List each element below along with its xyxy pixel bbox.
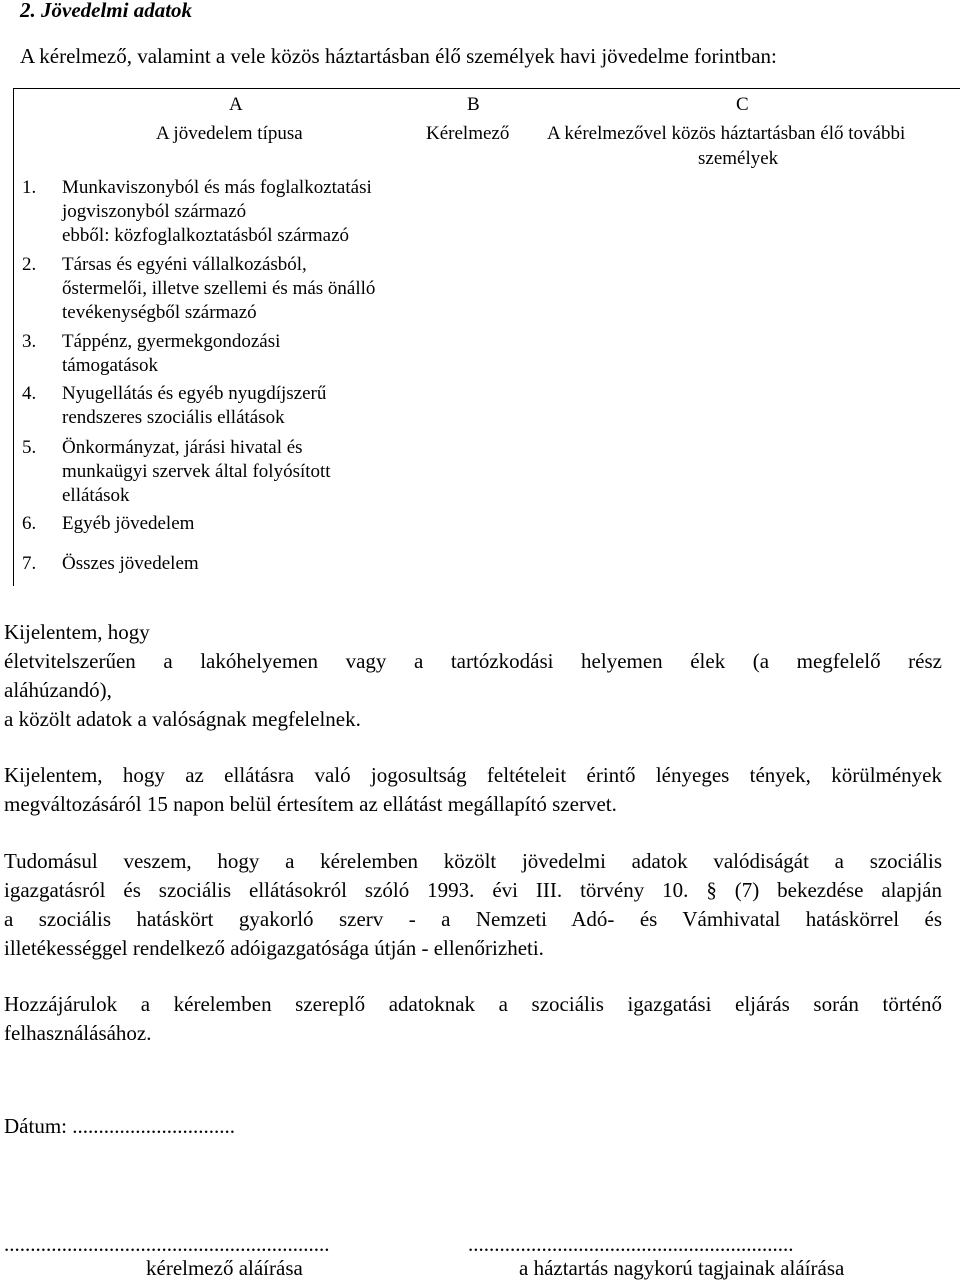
section-title: 2. Jövedelmi adatok <box>20 0 193 22</box>
row-number: 4. <box>22 383 37 404</box>
col-header-household: A kérelmezővel közös háztartásban élő további <box>547 123 906 144</box>
col-header-income-type: A jövedelem típusa <box>156 123 303 144</box>
row-number: 7. <box>22 553 37 574</box>
row-number: 2. <box>22 254 37 275</box>
table-row-sick-pay: Táppénz, gyermekgondozási támogatások <box>62 331 281 376</box>
signature-line-applicant[interactable]: .............................................................. <box>4 1232 330 1256</box>
signature-line-household[interactable]: .............................................................. <box>468 1232 794 1256</box>
date-field[interactable]: Dátum: ............................... <box>4 1114 235 1138</box>
row-number: 3. <box>22 331 37 352</box>
row-number: 1. <box>22 177 37 198</box>
table-row-total-income: Összes jövedelem <box>62 553 199 574</box>
col-letter-b: B <box>467 94 480 115</box>
col-letter-a: A <box>229 94 243 115</box>
col-letter-c: C <box>736 94 749 115</box>
table-row-pension: Nyugellátás és egyéb nyugdíjszerű rendszeres szociális ellátások <box>62 383 327 428</box>
declaration-residence: Kijelentem, hogy életvitelszerűen a lakóhelyemen vagy a tartózkodási helyemen élek (a megfelelő rész aláhúzandó), a közölt adatok a valóságnak megfelelnek. <box>4 620 942 731</box>
declaration-consent: Hozzájárulok a kérelemben szereplő adatoknak a szociális igazgatási eljárás során történő felhasználásához. <box>4 992 942 1045</box>
table-row-other-income: Egyéb jövedelem <box>62 513 195 534</box>
table-row-enterprise: Társas és egyéni vállalkozásból, őstermelői, illetve szellemi és más önálló tevékenységből származó <box>62 254 376 323</box>
col-header-household-cont: személyek <box>698 148 779 169</box>
row-number: 5. <box>22 437 37 458</box>
table-row-employment: Munkaviszonyból és más foglalkoztatási jogviszonyból származó ebből: közfoglalkoztatásból származó <box>62 177 372 246</box>
col-header-applicant: Kérelmező <box>426 123 510 144</box>
declaration-change-notice: Kijelentem, hogy az ellátásra való jogosultság feltételeit érintő lényeges tények, körülmények megváltozásáról 15 napon belül értesítem az ellátást megállapító szervet. <box>4 763 942 816</box>
signature-label-applicant: kérelmező aláírása <box>146 1256 303 1280</box>
section-intro: A kérelmező, valamint a vele közös háztartásban élő személyek havi jövedelme forintban: <box>20 44 777 68</box>
table-row-municipal-benefits: Önkormányzat, járási hivatal és munkaügyi szervek által folyósított ellátások <box>62 437 331 506</box>
row-number: 6. <box>22 513 37 534</box>
signature-label-household: a háztartás nagykorú tagjainak aláírása <box>519 1256 845 1280</box>
declaration-verification: Tudomásul veszem, hogy a kérelemben közölt jövedelmi adatok valódiságát a szociális igazgatásról és szociális ellátásokról szóló 1993. évi III. törvény 10. § (7) bekezdése alapján a szociális hatáskört gyakorló szerv - a Nemzeti Adó- és Vámhivatal hatáskörrel és illetékességgel rendelkező adóigazgatósága útján - ellenőrizheti. <box>4 849 942 960</box>
